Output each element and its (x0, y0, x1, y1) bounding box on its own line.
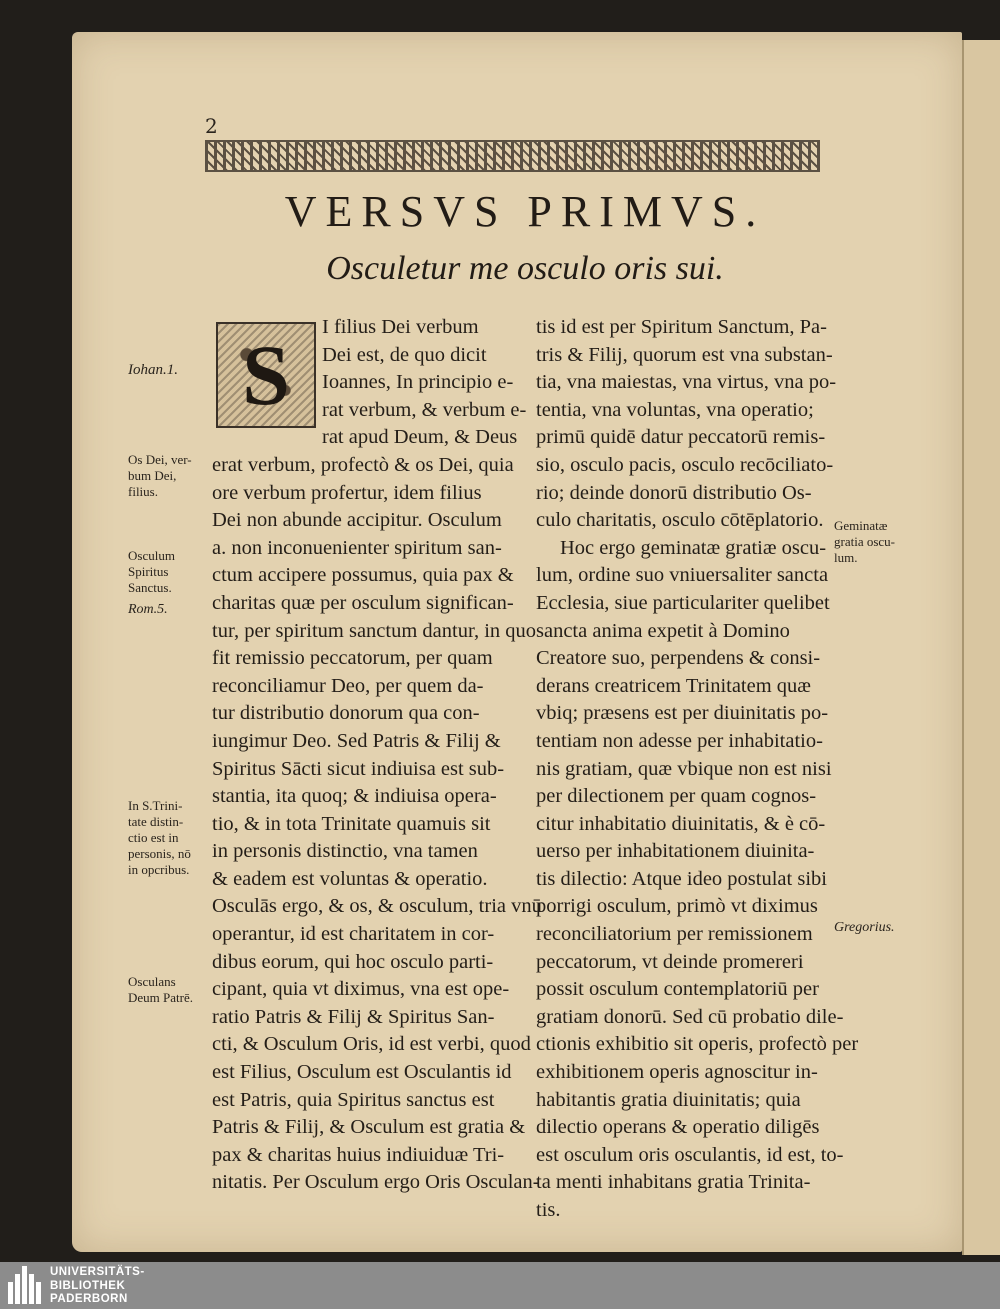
text-line: dilectio operans & operatio diligēs (536, 1116, 820, 1139)
library-footer-bar (0, 1262, 1000, 1309)
text-line: cti, & Osculum Oris, id est verbi, quod (212, 1033, 531, 1056)
right-text-column (536, 314, 859, 1225)
text-line: Creatore suo, perpendens & consi- (536, 647, 821, 670)
text-line: tur distributio donorum qua con- (212, 702, 480, 725)
text-line: ctionis exhibitio sit operis, profectò per (536, 1033, 859, 1056)
margin-note-johan: Iohan.1. (128, 362, 178, 378)
text-line: porrigi osculum, primò vt diximus (536, 895, 818, 918)
text-line: exhibitionem operis agnoscitur in- (536, 1061, 818, 1084)
text-line: nitatis. Per Osculum ergo Oris Osculan- (212, 1171, 540, 1194)
text-line: & eadem est voluntas & operatio. (212, 867, 488, 890)
text-line: erat verbum, profectò & os Dei, quia (212, 453, 514, 476)
library-logo-icon (8, 1266, 44, 1304)
margin-note-osculum-spiritus: Osculum Spiritus Sanctus. (128, 548, 175, 595)
library-name-line3: PADERBORN (50, 1293, 128, 1305)
text-line: tris & Filij, quorum est vna substan- (536, 343, 833, 366)
text-line: vbiq; præsens est per diuinitatis po- (536, 702, 829, 725)
text-line: sancta anima expetit à Domino (536, 619, 790, 642)
text-line: cipant, quia vt diximus, vna est ope- (212, 978, 510, 1001)
text-line: dibus eorum, qui hoc osculo parti- (212, 950, 494, 973)
text-line: tio, & in tota Trinitate quamuis sit (212, 812, 491, 835)
margin-note-geminatae: Geminatæ gratia oscu- lum. (834, 518, 896, 565)
text-line: est Filius, Osculum est Osculantis id (212, 1061, 512, 1084)
text-line: tia, vna maiestas, vna virtus, vna po- (536, 371, 837, 394)
page-number: 2 (205, 114, 218, 138)
text-line: ratio Patris & Filij & Spiritus San- (212, 1005, 495, 1028)
text-line: tis. (536, 1199, 561, 1221)
text-line: Hoc ergo geminatæ gratiæ oscu- (560, 536, 827, 559)
text-line: culo charitatis, osculo cōtēplatorio. (536, 509, 824, 532)
text-line: Spiritus Sācti sicut indiuisa est sub- (212, 757, 505, 780)
text-line: charitas quæ per osculum significan- (212, 591, 514, 614)
text-line: reconciliatorium per remissionem (536, 923, 813, 946)
drop-cap-letter: S (242, 327, 290, 423)
text-line: I filius Dei verbum (322, 316, 479, 338)
text-line: iungimur Deo. Sed Patris & Filij & (212, 729, 501, 752)
text-line: pax & charitas huius indiuiduæ Tri- (212, 1143, 505, 1166)
text-line: lum, ordine suo vniuersaliter sancta (536, 564, 829, 587)
text-line: tis dilectio: Atque ideo postulat sibi (536, 867, 827, 890)
text-line: uerso per inhabitationem diuinita- (536, 840, 815, 863)
text-line: per dilectionem per quam cognos- (536, 785, 817, 808)
facing-page-edge (962, 40, 1000, 1255)
library-name-line1: UNIVERSITÄTS- (50, 1266, 145, 1278)
margin-note-in-trinitate: In S.Trini- tate distin- ctio est in personis, nō in opcribus. (128, 798, 191, 877)
text-line: tentia, vna voluntas, vna operatio; (536, 398, 814, 421)
text-line: sio, osculo pacis, osculo recōciliato- (536, 453, 834, 476)
left-text-column (212, 314, 542, 1197)
text-line: rat verbum, & verbum e- (322, 398, 527, 421)
text-line: tis id est per Spiritum Sanctum, Pa- (536, 316, 827, 338)
text-line: fit remissio peccatorum, per quam (212, 647, 493, 670)
text-line: Dei est, de quo dicit (322, 343, 487, 366)
margin-note-osculans: Osculans Deum Patrē. (128, 974, 193, 1005)
text-line: nis gratiam, quæ vbique non est nisi (536, 757, 832, 780)
text-line: Ioannes, In principio e- (322, 371, 514, 394)
text-line: peccatorum, vt deinde promereri (536, 950, 804, 973)
text-line: citur inhabitatio diuinitatis, & è cō- (536, 812, 826, 835)
text-line: habitantis gratia diuinitatis; quia (536, 1088, 801, 1111)
text-line: reconciliamur Deo, per quem da- (212, 674, 484, 697)
text-line: tur, per spiritum sanctum dantur, in quo (212, 619, 537, 642)
text-line: stantia, ita quoq; & indiuisa opera- (212, 785, 497, 808)
text-line: a. non inconuenienter spiritum san- (212, 536, 502, 559)
ornamental-header-band (205, 140, 820, 172)
text-line: est Patris, quia Spiritus sanctus est (212, 1088, 495, 1111)
text-line: gratiam donorū. Sed cū probatio dile- (536, 1005, 844, 1028)
text-line: Ecclesia, siue particulariter quelibet (536, 591, 830, 614)
margin-note-gregorius: Gregorius. (834, 920, 895, 935)
library-name (50, 1266, 145, 1307)
text-line: ore verbum profertur, idem filius (212, 481, 482, 504)
text-line: possit osculum contemplatoriū per (536, 978, 819, 1001)
text-line: Osculās ergo, & os, & osculum, tria vnū (212, 895, 542, 918)
text-line: tentiam non adesse per inhabitatio- (536, 729, 823, 752)
text-line: primū quidē datur peccatorū remis- (536, 426, 826, 449)
text-line: in personis distinctio, vna tamen (212, 840, 478, 863)
text-line: ctum accipere possumus, quia pax & (212, 564, 514, 587)
page-subtitle: Osculetur me osculo oris sui. (326, 250, 724, 287)
library-name-line2: BIBLIOTHEK (50, 1279, 126, 1292)
text-line: Patris & Filij, & Osculum est gratia & (212, 1116, 526, 1139)
text-line: derans creatricem Trinitatem quæ (536, 674, 811, 697)
page-title: VERSVS PRIMVS. (284, 187, 766, 236)
margin-note-rom: Rom.5. (128, 602, 168, 617)
text-line: rat apud Deum, & Deus (322, 426, 518, 449)
text-line: est osculum oris osculantis, id est, to- (536, 1143, 844, 1166)
text-line: ta menti inhabitans gratia Trinita- (536, 1171, 811, 1194)
margin-note-os-dei: Os Dei, ver- bum Dei, filius. (128, 452, 192, 499)
text-line: rio; deinde donorū distributio Os- (536, 481, 812, 504)
text-line: Dei non abunde accipitur. Osculum (212, 509, 502, 532)
text-line: operantur, id est charitatem in cor- (212, 923, 495, 946)
